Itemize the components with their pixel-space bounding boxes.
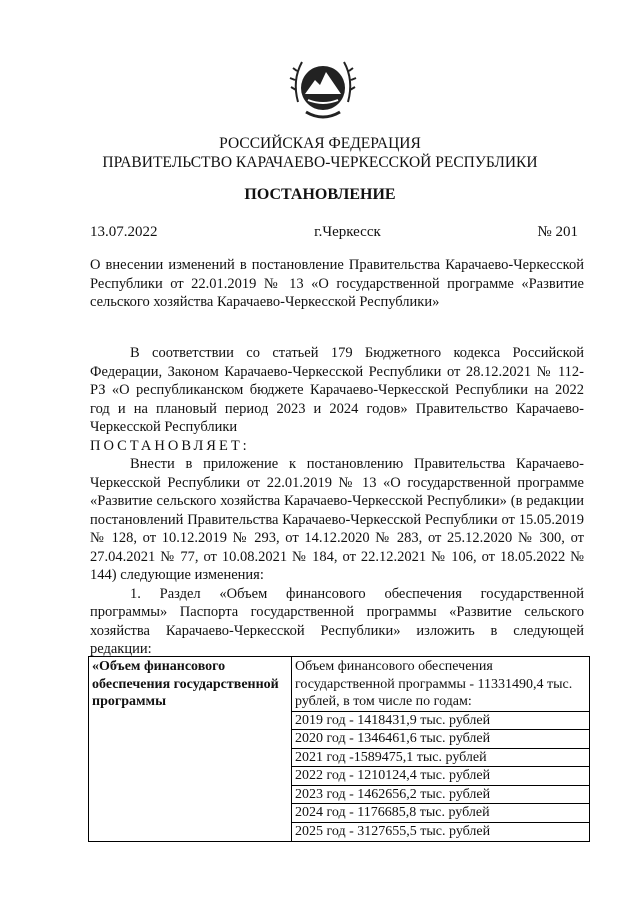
table-line: Объем финансового обеспечения государственной программы - 11331490,4 тыс. рублей, в том числе по годам: (292, 658, 589, 712)
resolution-word: ПОСТАНОВЛЯЕТ: (90, 437, 250, 454)
table-label-cell: «Объем финансового обеспечения государственной программы (89, 657, 292, 842)
table-line: 2024 год - 1176685,8 тыс. рублей (292, 804, 589, 823)
table-line: 2019 год - 1418431,9 тыс. рублей (292, 712, 589, 731)
table-line: 2023 год - 1462656,2 тыс. рублей (292, 786, 589, 805)
document-meta (90, 224, 578, 241)
document-title: ПОСТАНОВЛЕНИЕ (244, 186, 396, 203)
table-row (89, 657, 590, 842)
document-subject: О внесении изменений в постановление Правительства Карачаево-Черкесской Республики от 22.01.2019 № 13 «О государственной программе «Развитие сельского хозяйства Карачаево-Черкесской Республики» (90, 257, 584, 310)
section-paragraph: 1. Раздел «Объем финансового обеспечения государственной программы» Паспорта государственной программы «Развитие сельского хозяйства Карачаево-Черкесской Республики» изложить в следующей редакции: (90, 585, 584, 657)
table-values-cell (292, 657, 590, 842)
document-number: № 201 (537, 224, 578, 240)
changes-paragraph: Внести в приложение к постановлению Правительства Карачаево-Черкесской Республики от 22.01.2019 № 13 «О государственной программе «Развитие сельского хозяйства Карачаево-Черкесской Республики» (в редакции постановлений Правительства Карачаево-Черкесской Республики от 15.05.2019 № 128, от 10.12.2019 № 293, от 14.12.2020 № 283, от 25.12.2020 № 300, от 27.04.2021 № 77, от 10.08.2021 № 184, от 22.12.2021 № 106, от 18.05.2022 № 144) следующие изменения: (90, 456, 584, 583)
document-body (90, 344, 584, 659)
document-city: г.Черкесск (314, 224, 381, 240)
preamble-paragraph: В соответствии со статьей 179 Бюджетного кодекса Российской Федерации, Законом Карачаево-Черкесской Республики от 28.12.2021 № 112-РЗ «О республиканском бюджете Карачаево-Черкесской Республики на 2022 год и на плановый период 2023 и 2024 годов» Правительство Карачаево-Черкесской Республики (90, 345, 584, 435)
government-heading: ПРАВИТЕЛЬСТВО КАРАЧАЕВО-ЧЕРКЕССКОЙ РЕСПУБЛИКИ (102, 154, 538, 171)
table-line: 2021 год -1589475,1 тыс. рублей (292, 749, 589, 768)
financing-table (88, 656, 590, 842)
country-heading: РОССИЙСКАЯ ФЕДЕРАЦИЯ (219, 135, 421, 152)
table-line: 2020 год - 1346461,6 тыс. рублей (292, 730, 589, 749)
table-line: 2022 год - 1210124,4 тыс. рублей (292, 767, 589, 786)
coat-of-arms-icon (288, 50, 358, 122)
table-line: 2025 год - 3127655,5 тыс. рублей (295, 823, 491, 839)
document-date: 13.07.2022 (90, 224, 158, 240)
